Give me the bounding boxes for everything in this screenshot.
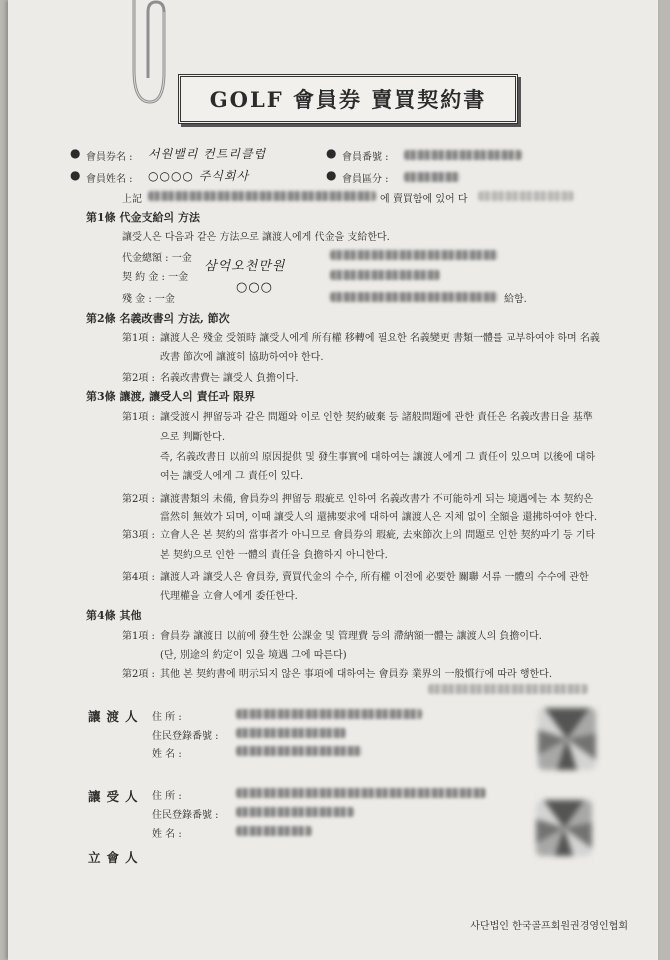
total-label: 代金總額 : 一金 [122,253,192,264]
art4-p1-line1: 會員券 讓渡日 以前에 發生한 公課金 및 管理費 등의 滯納額一體는 讓渡人의 負擔이다. [160,631,542,642]
transferor-seal-redacted [538,708,596,770]
art3-p4-label: 第4項 : [122,572,155,583]
art3-p2-label: 第2項 : [122,494,155,505]
art2-p1-label: 第1項 : [122,333,155,344]
transferee-id-redacted [236,807,354,817]
art1-text: 讓受人은 다음과 같은 方法으로 讓渡人에게 代金을 支給한다. [122,232,390,243]
bullet-icon: ● [70,168,81,182]
total-handwritten: 삼억오천만원 [204,259,286,274]
art4-p1-line2: (단, 別途의 約定이 있을 境遇 그에 따른다) [160,650,347,661]
transferee-name-label: 姓 名 : [152,829,182,840]
transferor-id-label: 住民登錄番號 : [152,731,219,742]
balance-amount-redacted [330,292,498,302]
course-value: 서원밸리 컨트리클럽 [148,147,267,161]
transferee-address-label: 住 所 : [152,791,182,802]
art4-p2-label: 第2項 : [122,669,155,680]
art3-p1-line3: 즉, 名義改書日 以前의 原因提供 및 發生事實에 대하여는 讓渡人에게 그 責任이 있으며 以後에 대하 [160,452,596,463]
number-label: 會員番號 : [342,152,389,163]
class-label: 會員區分 : [342,174,389,185]
art1-heading: 第1條 代金支給의 方法 [86,211,200,224]
issuer-footer: 사단법인 한국골프회원권경영인협회 [470,921,628,932]
transferee-id-label: 住民登錄番號 : [152,810,219,821]
art2-p1-line2: 改書 節次에 讓渡히 協助하여야 한다. [160,352,324,363]
art3-p1-line4: 여는 讓受人에게 그 責任이 있다. [160,471,304,482]
art2-p2-label: 第2項 : [122,373,155,384]
intro-redacted [148,191,376,201]
art3-p3-line1: 立會人은 본 契約의 當事者가 아니므로 會員券의 瑕疵, 去來節次上의 問題로 인한 契約파기 등 기타 [160,530,596,541]
bullet-icon: ● [70,146,81,160]
member-class-redacted [404,172,460,182]
art3-p3-line2: 본 契約으로 인한 一體의 責任을 負擔하지 아니한다. [160,550,388,561]
member-name-value: ○○○○ 주식회사 [148,169,250,183]
art3-p4-line1: 讓渡人과 讓受人은 會員券, 賣買代金의 수수, 所有權 이전에 必要한 關聯 서류 一體의 수수에 관한 [160,572,589,583]
art3-p1-label: 第1項 : [122,412,155,423]
art3-p2-line1: 讓渡書類의 未備, 會員券의 押留등 瑕疵로 인하여 名義改書가 不可能하게 되는 境遇에는 本 契約은 [160,494,594,505]
transferor-name-label: 姓 名 : [152,749,182,760]
total-amount-redacted [330,250,498,260]
balance-suffix: 給함. [504,294,527,305]
art4-p1-label: 第1項 : [122,631,155,642]
art4-p2-line1: 其他 본 契約書에 明示되지 않은 事項에 대하여는 會員券 業界의 一般慣行에 따라 행한다. [160,669,553,680]
member-number-redacted [404,150,522,160]
art3-p1-line1: 讓受渡시 押留등과 같은 問題와 이로 인한 契約破棄 등 諸般問題에 관한 責任은 名義改書日을 基準 [160,412,593,423]
art3-p2-line2: 當然히 無效가 되며, 이때 讓受人의 還拂要求에 대하여 讓渡人은 지체 없이 全額을 還拂하여야 한다. [160,512,598,523]
deposit-label: 契 約 金 : 一金 [122,272,189,283]
intro-redacted-tail [478,191,574,201]
course-label: 會員券名 : [86,152,133,163]
transferee-address-redacted [236,788,486,798]
bullet-icon: ● [326,168,337,182]
deposit-amount-redacted [330,270,440,280]
date-redacted [428,684,588,694]
art3-p3-label: 第3項 : [122,530,155,541]
balance-handwritten: ○○○ [236,280,274,295]
transferor-name-redacted [236,746,362,756]
art3-p4-line2: 代理權을 立會人에게 委任한다. [160,591,298,602]
intro-prefix: 上記 [122,194,142,205]
art3-p1-line2: 으로 判斷한다. [160,432,225,443]
transferor-id-redacted [236,728,346,738]
contract-sheet [8,0,658,960]
transferee-seal-redacted [536,800,592,856]
balance-label: 殘 金 : 一金 [122,294,175,305]
art3-heading: 第3條 讓渡, 讓受人의 責任과 限界 [86,390,256,403]
paperclip-icon [128,0,168,110]
witness-label: 立會人 [88,850,144,865]
transferee-name-redacted [236,826,312,836]
bullet-icon: ● [326,146,337,160]
transferor-label: 讓渡人 [88,709,144,724]
art2-p1-line1: 讓渡人은 殘金 受領時 讓受人에게 所有權 移轉에 필요한 名義變更 書類一體를 교부하여야 하며 名義 [160,333,600,344]
art2-p2-line1: 名義改書費는 讓受人 負擔이다. [160,373,299,384]
transferor-address-redacted [236,709,422,719]
document-title: GOLF 會員券 賣買契約書 [178,74,518,124]
name-label: 會員姓名 : [86,174,133,185]
intro-suffix: 에 賣買함에 있어 다 [380,194,468,205]
transferee-label: 讓受人 [88,789,144,804]
transferor-address-label: 住 所 : [152,712,182,723]
art4-heading: 第4條 其他 [86,609,142,622]
art2-heading: 第2條 名義改書의 方法, 節次 [86,312,230,325]
